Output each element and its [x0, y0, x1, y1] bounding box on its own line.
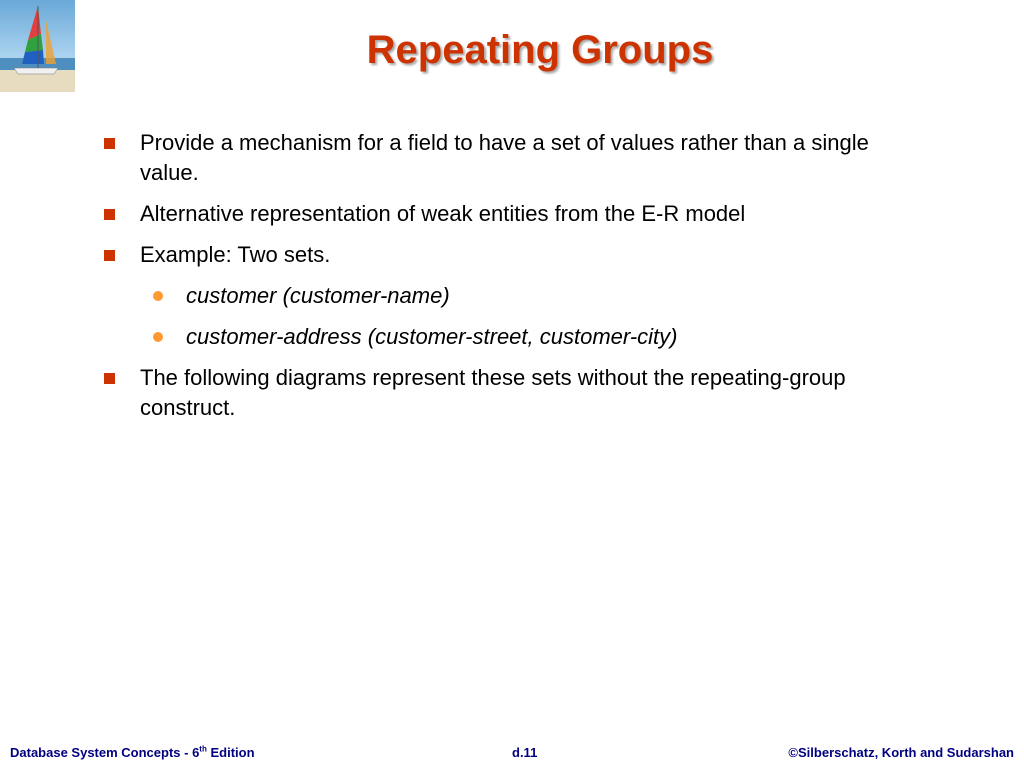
list-item-text: Example: Two sets.	[140, 242, 331, 267]
list-item-text: The following diagrams represent these sets without the repeating-group construct.	[140, 365, 846, 420]
square-bullet-icon	[104, 209, 115, 220]
bullet-list	[0, 128, 1024, 434]
dot-bullet-icon	[153, 332, 163, 342]
list-item	[0, 281, 1024, 311]
footer-copyright: ©Silberschatz, Korth and Sudarshan	[788, 745, 1014, 760]
dot-bullet-icon	[153, 291, 163, 301]
footer-edition-superscript: th	[199, 744, 207, 754]
list-item-text: customer-address (customer-street, customer-city)	[186, 324, 678, 349]
slide-footer	[0, 745, 1024, 765]
slide-title: Repeating Groups	[366, 28, 714, 72]
list-item-text: customer (customer-name)	[186, 283, 450, 308]
square-bullet-icon	[104, 138, 115, 149]
list-item	[0, 199, 1024, 229]
list-item	[0, 128, 1024, 188]
list-item-text: Alternative representation of weak entities from the E-R model	[140, 201, 746, 226]
footer-edition-word: Edition	[206, 745, 255, 760]
square-bullet-icon	[104, 373, 115, 384]
list-item	[0, 322, 1024, 352]
footer-book-title	[10, 745, 255, 760]
square-bullet-icon	[104, 250, 115, 261]
list-item	[0, 240, 1024, 270]
list-item	[0, 363, 1024, 423]
footer-book-title-text: Database System Concepts - 6	[10, 745, 200, 760]
list-item-text: Provide a mechanism for a field to have a set of values rather than a single value.	[140, 130, 869, 185]
sailboat-photo-icon	[0, 0, 75, 92]
footer-page-number: d.11	[512, 745, 538, 760]
